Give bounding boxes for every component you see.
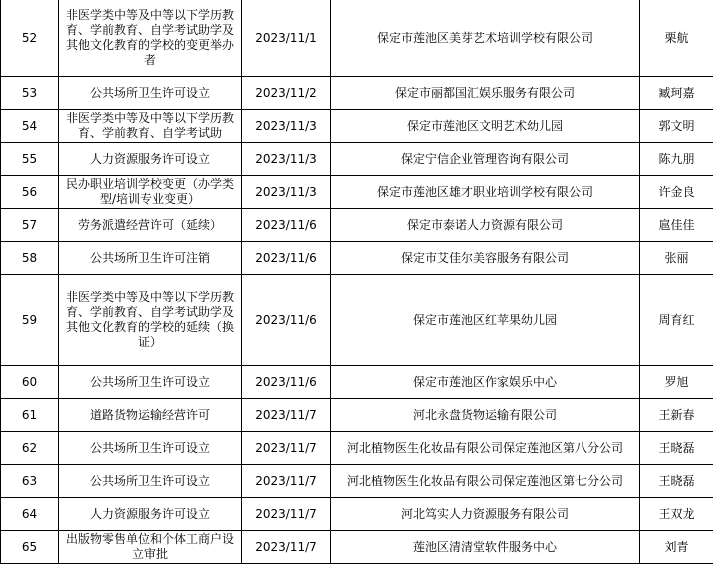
row-number: 65 [1,531,59,564]
permit-type: 道路货物运输经营许可 [59,399,242,432]
contact-person: 周育红 [640,275,713,366]
approval-date: 2023/11/6 [242,242,331,275]
contact-person: 张丽 [640,242,713,275]
contact-person: 王晓磊 [640,465,713,498]
permit-type: 公共场所卫生许可设立 [59,77,242,110]
table-row [1,176,713,209]
company-name: 河北永盘货物运输有限公司 [331,399,640,432]
row-number: 58 [1,242,59,275]
company-name: 保定市莲池区红苹果幼儿园 [331,275,640,366]
permit-type: 非医学类中等及中等以下学历教育、学前教育、自学考试助学及其他文化教育的学校的延续（换证） [59,275,242,366]
contact-person: 罗旭 [640,366,713,399]
records-table-body [1,0,713,564]
contact-person: 郭文明 [640,110,713,143]
table-row [1,0,713,77]
contact-person: 王新春 [640,399,713,432]
company-name: 保定市丽都国汇娱乐服务有限公司 [331,77,640,110]
company-name: 保定市艾佳尔美容服务有限公司 [331,242,640,275]
table-row [1,275,713,366]
row-number: 60 [1,366,59,399]
company-name: 保定市莲池区作家娱乐中心 [331,366,640,399]
approval-date: 2023/11/2 [242,77,331,110]
row-number: 54 [1,110,59,143]
company-name: 保定市莲池区雄才职业培训学校有限公司 [331,176,640,209]
row-number: 52 [1,0,59,77]
table-row [1,366,713,399]
row-number: 61 [1,399,59,432]
approval-date: 2023/11/3 [242,176,331,209]
approval-date: 2023/11/6 [242,209,331,242]
approval-date: 2023/11/7 [242,498,331,531]
row-number: 59 [1,275,59,366]
permit-type: 劳务派遣经营许可（延续） [59,209,242,242]
table-row [1,110,713,143]
permit-type: 公共场所卫生许可注销 [59,242,242,275]
table-row [1,432,713,465]
row-number: 53 [1,77,59,110]
contact-person: 臧珂嘉 [640,77,713,110]
permit-type: 公共场所卫生许可设立 [59,432,242,465]
permit-type: 公共场所卫生许可设立 [59,465,242,498]
contact-person: 栗航 [640,0,713,77]
table-row [1,465,713,498]
table-row [1,77,713,110]
table-row [1,531,713,564]
company-name: 河北植物医生化妆品有限公司保定莲池区第七分公司 [331,465,640,498]
contact-person: 刘青 [640,531,713,564]
approval-date: 2023/11/6 [242,366,331,399]
company-name: 保定市莲池区美芽艺术培训学校有限公司 [331,0,640,77]
table-row [1,399,713,432]
row-number: 56 [1,176,59,209]
row-number: 57 [1,209,59,242]
company-name: 河北笃实人力资源服务有限公司 [331,498,640,531]
permit-type: 民办职业培训学校变更（办学类型/培训专业变更） [59,176,242,209]
row-number: 64 [1,498,59,531]
company-name: 保定宁信企业管理咨询有限公司 [331,143,640,176]
company-name: 河北植物医生化妆品有限公司保定莲池区第八分公司 [331,432,640,465]
table-row [1,498,713,531]
contact-person: 陈九朋 [640,143,713,176]
row-number: 63 [1,465,59,498]
table-row [1,242,713,275]
permit-type: 人力资源服务许可设立 [59,143,242,176]
contact-person: 王双龙 [640,498,713,531]
permit-type: 人力资源服务许可设立 [59,498,242,531]
contact-person: 王晓磊 [640,432,713,465]
company-name: 保定市莲池区文明艺术幼儿园 [331,110,640,143]
contact-person: 扈佳佳 [640,209,713,242]
row-number: 62 [1,432,59,465]
permit-type: 非医学类中等及中等以下学历教育、学前教育、自学考试助 [59,110,242,143]
permit-type: 公共场所卫生许可设立 [59,366,242,399]
approval-date: 2023/11/7 [242,531,331,564]
permit-type: 非医学类中等及中等以下学历教育、学前教育、自学考试助学及其他文化教育的学校的变更举办者 [59,0,242,77]
company-name: 保定市泰诺人力资源有限公司 [331,209,640,242]
approval-date: 2023/11/7 [242,432,331,465]
table-row [1,143,713,176]
row-number: 55 [1,143,59,176]
permit-type: 出版物零售单位和个体工商户设立审批 [59,531,242,564]
contact-person: 许金良 [640,176,713,209]
approval-date: 2023/11/1 [242,0,331,77]
approval-date: 2023/11/7 [242,465,331,498]
approval-date: 2023/11/3 [242,110,331,143]
table-row [1,209,713,242]
approval-date: 2023/11/3 [242,143,331,176]
approval-date: 2023/11/6 [242,275,331,366]
company-name: 莲池区清清堂软件服务中心 [331,531,640,564]
approval-date: 2023/11/7 [242,399,331,432]
